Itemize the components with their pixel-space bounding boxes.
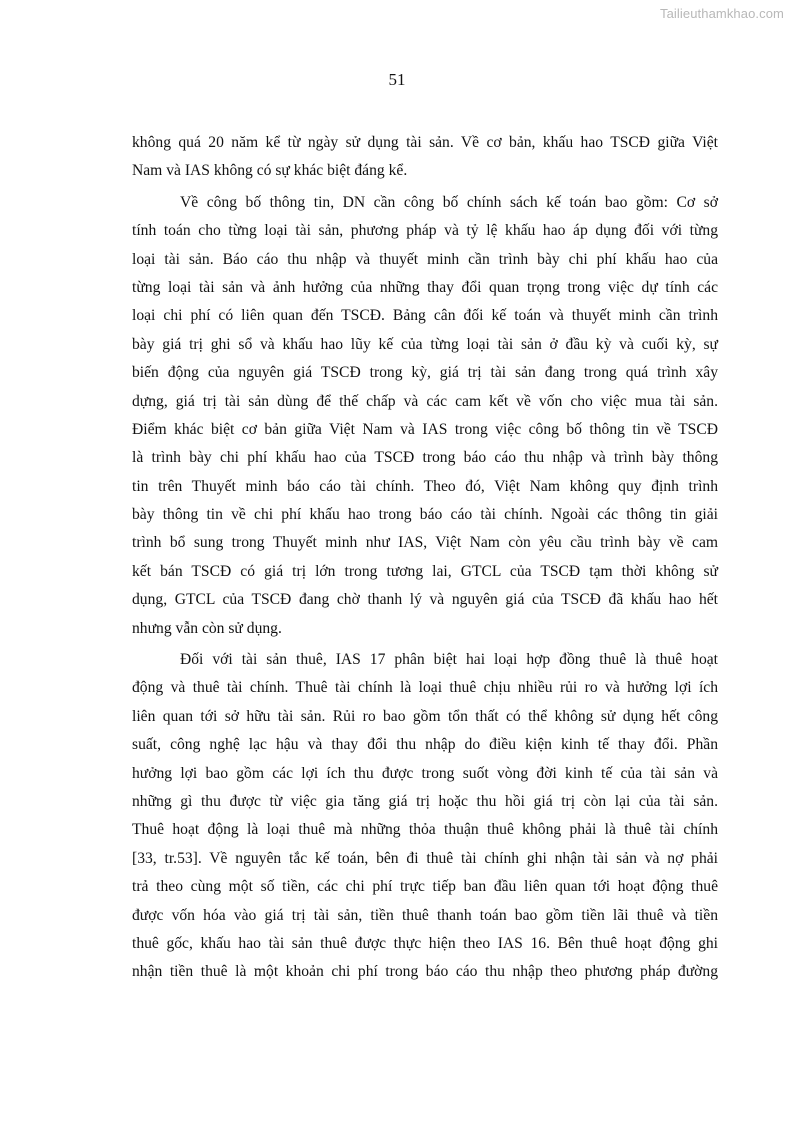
text-line: suất, công nghệ lạc hậu và thay đổi thu nhập do điều kiện kinh tế thay đổi. Phần [132,736,718,754]
text-line: hưởng lợi bao gồm các lợi ích thu được trong suốt vòng đời kinh tế của tài sản và [132,764,718,782]
paragraph [132,129,718,186]
text-line: không quá 20 năm kể từ ngày sử dụng tài sản. Về cơ bản, khấu hao TSCĐ giữa Việt [132,134,718,151]
text-line: thuê gốc, khấu hao tài sản thuê được thực hiện theo IAS 16. Bên thuê hoạt động ghi [132,934,718,952]
text-line: dụng, GTCL của TSCĐ đang chờ thanh lý và nguyên giá của TSCĐ đã khấu hao hết [132,591,718,609]
text-line: dựng, giá trị tài sản dùng để thế chấp và các cam kết về vốn cho việc mua tài sản. [132,392,718,410]
watermark: Tailieuthamkhao.com [659,6,784,21]
text-line: trình bổ sung trong Thuyết minh như IAS, Việt Nam còn yêu cầu trình bày về cam [132,534,718,552]
text-line: Về công bố thông tin, DN cần công bố chính sách kế toán bao gồm: Cơ sở [180,193,718,211]
text-line: từng loại tài sản và ảnh hưởng của những thay đổi quan trọng trong việc dự tính các [132,278,718,296]
page-number: 51 [388,70,406,89]
text-line: bày giá trị ghi sổ và khấu hao lũy kế của từng loại tài sản ở đầu kỳ và cuối kỳ, sự [132,335,718,353]
text-line: Nam và IAS không có sự khác biệt đáng kể. [132,162,408,180]
text-line: liên quan tới sở hữu tài sản. Rủi ro bao gồm tổn thất có thể không sử dụng hết công [132,707,718,725]
text-line: tính toán cho từng loại tài sản, phương pháp và tỷ lệ khấu hao áp dụng đối với từng [132,222,718,240]
text-line: trả theo cùng một số tiền, các chi phí trực tiếp ban đầu liên quan tới hoạt động thuê [132,878,718,896]
text-line: động và thuê tài chính. Thuê tài chính là loại thuê chịu nhiều rủi ro và hưởng lợi ích [132,679,718,697]
text-line: biến động của nguyên giá TSCĐ trong kỳ, giá trị tài sản đang trong quá trình xây [132,364,718,382]
text-line: Thuê hoạt động là loại thuê mà những thỏa thuận thuê không phải là thuê tài chính [132,821,718,839]
text-line: nhận tiền thuê là một khoản chi phí trong báo cáo thu nhập theo phương pháp đường [132,963,718,981]
paragraph [132,646,718,987]
document-body [132,129,718,990]
text-line: bày thông tin về chi phí khấu hao trong báo cáo tài chính. Ngoài các thông tin giải [132,506,718,524]
text-line: loại tài sản. Báo cáo thu nhập và thuyết minh cần trình bày chi phí khấu hao của [132,250,718,268]
text-line: là trình bày chi phí khấu hao của TSCĐ trong báo cáo thu nhập và trình bày thông [132,449,718,467]
text-line: loại chi phí có liên quan đến TSCĐ. Bảng cân đối kế toán và thuyết minh cần trình [132,307,718,325]
text-line: [33, tr.53]. Về nguyên tắc kế toán, bên đi thuê tài chính ghi nhận tài sản và nợ phải [132,849,718,867]
paragraph [132,189,718,643]
text-line: Điểm khác biệt cơ bản giữa Việt Nam và IAS trong việc công bố thông tin về TSCĐ [132,420,718,438]
text-line: được vốn hóa vào giá trị tài sản, tiền thuê thanh toán bao gồm tiền lãi thuê và tiền [132,906,718,924]
text-line: Đối với tài sản thuê, IAS 17 phân biệt hai loại hợp đồng thuê là thuê hoạt [180,651,718,669]
text-line: kết bán TSCĐ có giá trị lớn trong tương lai, GTCL của TSCĐ tạm thời không sử [132,562,718,580]
text-line: tin trên Thuyết minh báo cáo tài chính. Theo đó, Việt Nam không quy định trình [132,477,718,495]
text-line: những gì thu được từ việc gia tăng giá trị hoặc thu hồi giá trị còn lại của tài sản. [132,792,718,810]
text-line: nhưng vẫn còn sử dụng. [132,619,282,637]
